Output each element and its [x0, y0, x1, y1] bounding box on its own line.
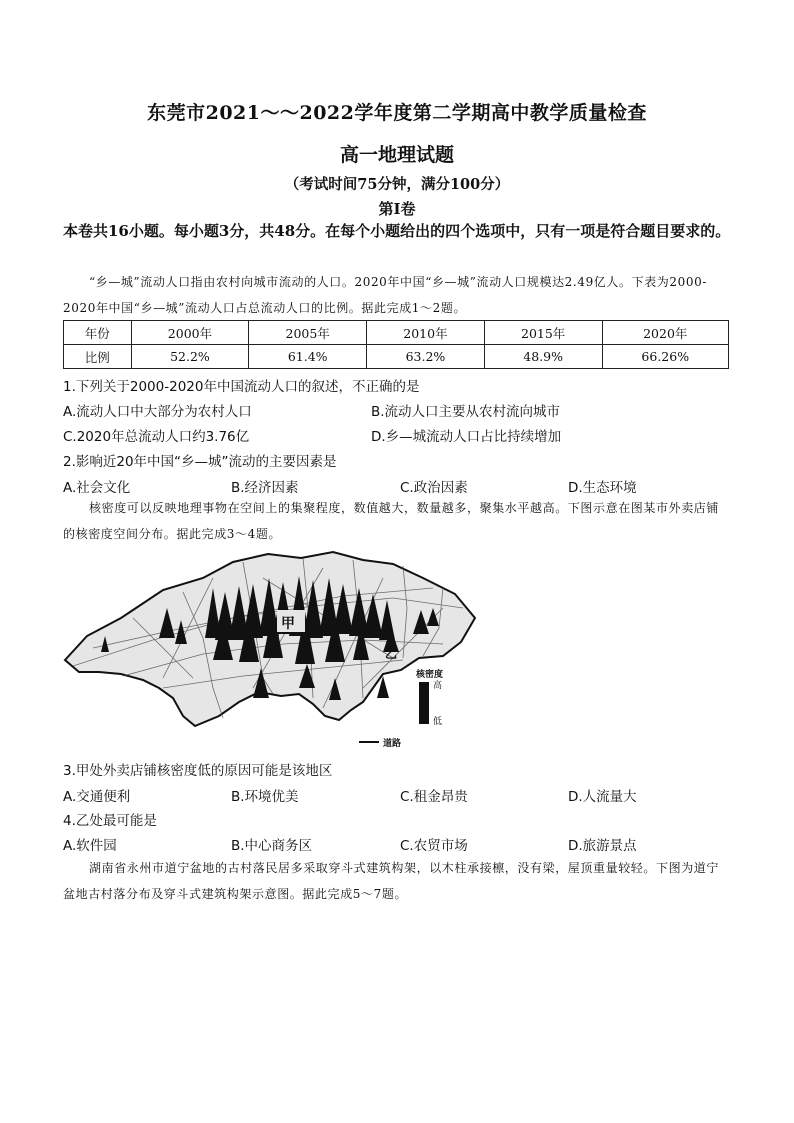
question-3-option-b[interactable]: B.环境优美	[231, 789, 299, 805]
table-header-label: 年份	[64, 321, 132, 345]
question-3-option-d[interactable]: D.人流量大	[568, 789, 637, 805]
legend-low: 低	[433, 717, 443, 727]
volume-label: 第Ⅰ卷	[378, 200, 416, 218]
migration-ratio-table	[63, 320, 729, 369]
question-3-stem: 3.甲处外卖店铺核密度低的原因可能是该地区	[63, 763, 333, 779]
legend-density-bar	[419, 682, 429, 724]
table-value-cell: 61.4%	[249, 345, 367, 369]
question-4-option-c[interactable]: C.农贸市场	[400, 838, 468, 854]
exam-subtitle: 高一地理试题	[339, 144, 454, 166]
instructions: 本卷共16小题。每小题3分，共48分。在每个小题给出的四个选项中，只有一项是符合题目要求的。	[63, 222, 731, 240]
table-value-cell: 63.2%	[367, 345, 485, 369]
question-2-option-b[interactable]: B.经济因素	[231, 480, 299, 496]
question-1-option-a[interactable]: A.流动人口中大部分为农村人口	[63, 404, 252, 420]
question-1-option-d[interactable]: D.乡—城流动人口占比持续增加	[371, 429, 562, 445]
table-row-ratio	[64, 345, 729, 369]
legend-high: 高	[433, 681, 443, 691]
passage-ancient-villages: 湖南省永州市道宁盆地的古村落民居多采取穿斗式建筑构架，以木柱承接檩，没有梁，屋顶重量较轻。下图为道宁盆地古村落分布及穿斗式建筑构架示意图。据此完成5～7题。	[63, 861, 720, 901]
exam-title: 东莞市2021～～2022学年度第二学期高中教学质量检查	[147, 102, 647, 124]
table-value-cell: 52.2%	[131, 345, 249, 369]
table-value-cell: 66.26%	[602, 345, 728, 369]
passage-kernel-density: 核密度可以反映地理事物在空间上的集聚程度，数值越大，数量越多，聚集水平越高。下图示意在图某市外卖店铺的核密度空间分布。据此完成3～4题。	[63, 501, 720, 541]
table-year-cell: 2010年	[367, 321, 485, 345]
passage-migration: “乡—城”流动人口指由农村向城市流动的人口。2020年中国“乡—城”流动人口规模达2.49亿人。下表为2000-2020年中国“乡—城”流动人口占总流动人口的比例。据此完成1～2题。	[63, 275, 707, 315]
table-year-cell: 2005年	[249, 321, 367, 345]
table-year-cell: 2000年	[131, 321, 249, 345]
question-2-option-a[interactable]: A.社会文化	[63, 480, 131, 496]
question-1-stem: 1.下列关于2000-2020年中国流动人口的叙述，不正确的是	[63, 379, 420, 395]
question-1-option-b[interactable]: B.流动人口主要从农村流向城市	[371, 404, 561, 420]
table-row-years	[64, 321, 729, 345]
question-3-option-a[interactable]: A.交通便利	[63, 789, 131, 805]
table-value-cell: 48.9%	[484, 345, 602, 369]
legend-title: 核密度	[416, 670, 444, 680]
question-1-option-c[interactable]: C.2020年总流动人口约3.76亿	[63, 429, 250, 445]
question-4-option-b[interactable]: B.中心商务区	[231, 838, 313, 854]
question-4-option-d[interactable]: D.旅游景点	[568, 838, 637, 854]
table-year-cell: 2015年	[484, 321, 602, 345]
question-4-option-a[interactable]: A.软件园	[63, 838, 117, 854]
table-year-cell: 2020年	[602, 321, 728, 345]
question-4-stem: 4.乙处最可能是	[63, 813, 157, 829]
question-2-option-d[interactable]: D.生态环境	[568, 480, 637, 496]
question-2-stem: 2.影响近20年中国“乡—城”流动的主要因素是	[63, 454, 337, 470]
question-3-option-c[interactable]: C.租金昂贵	[400, 789, 468, 805]
map-label-jia: 甲	[281, 616, 295, 632]
map-label-yi: 乙	[385, 647, 398, 661]
question-2-option-c[interactable]: C.政治因素	[400, 480, 468, 496]
legend-road-label: 道路	[383, 739, 402, 749]
exam-info: （考试时间75分钟，满分100分）	[284, 176, 510, 193]
table-row-label: 比例	[64, 345, 132, 369]
kernel-density-map	[63, 548, 479, 750]
